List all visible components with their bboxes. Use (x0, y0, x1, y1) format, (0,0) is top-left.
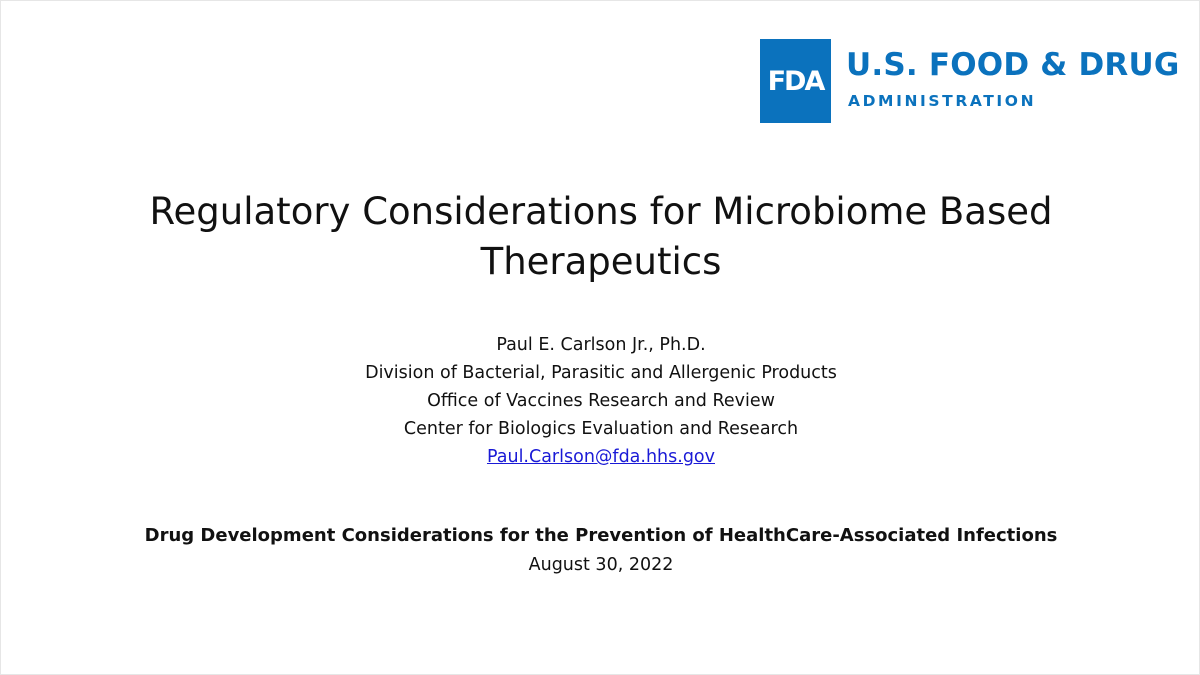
event-name: Drug Development Considerations for the Prevention of HealthCare-Associated Infections (144, 525, 1058, 546)
slide-title-line2: Therapeutics (480, 240, 722, 283)
presenter-office: Office of Vaccines Research and Review (427, 391, 775, 411)
fda-logo-wordmark-line1: U.S. FOOD & DRUG (846, 47, 1180, 83)
fda-logo (760, 39, 1180, 123)
presenter-center: Center for Biologics Evaluation and Research (403, 419, 799, 439)
slide-title-line1: Regulatory Considerations for Microbiome Based (149, 190, 1053, 233)
presenter-email-link[interactable]: Paul.Carlson@fda.hhs.gov (486, 447, 715, 467)
fda-logo-mark (760, 39, 831, 123)
event-block (1, 521, 1200, 579)
fda-logo-mark-text: FDA (767, 65, 824, 97)
presenter-division: Division of Bacterial, Parasitic and Allergenic Products (365, 363, 837, 383)
fda-logo-wordmark-line2: ADMINISTRATION (848, 92, 1037, 110)
event-date: August 30, 2022 (528, 555, 674, 575)
slide-title (1, 187, 1200, 287)
presenter-block (1, 331, 1200, 471)
presenter-name: Paul E. Carlson Jr., Ph.D. (496, 335, 706, 355)
